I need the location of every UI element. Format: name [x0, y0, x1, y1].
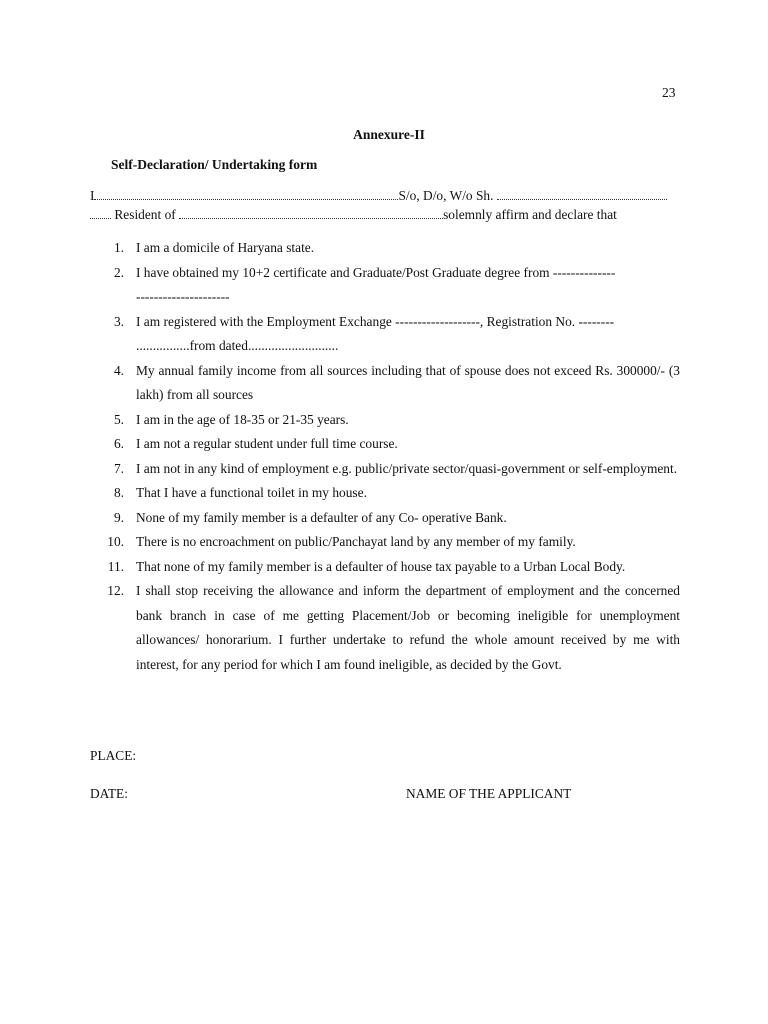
- item-number: 5.: [113, 411, 124, 427]
- declaration-prefix: I: [90, 188, 95, 203]
- item-text: That none of my family member is a defaulter of house tax payable to a Urban Local Body.: [136, 558, 626, 574]
- resident-label: Resident of: [114, 207, 176, 222]
- item-number: 10.: [107, 534, 124, 549]
- annex-title: Annexure-II: [353, 127, 425, 142]
- item-text: I am registered with the Employment Exchange -------------------, Registration No. --------: [136, 313, 615, 329]
- declaration-list: [90, 236, 680, 677]
- item-text: I shall stop receiving the allowance and inform the department of employment and the concerned bank branch in case of me getting Placement/Job or becoming ineligible for unemployment allowances/ honorarium. I further undertake to refund the whole amount received by me with interest, for any period for which I am found ineligible, as decided by the Govt.: [136, 583, 680, 672]
- item-text: I am in the age of 18-35 or 21-35 years.: [136, 411, 349, 427]
- item-number: 4.: [113, 362, 124, 378]
- list-item: [90, 530, 680, 555]
- form-title: Self-Declaration/ Undertaking form: [111, 157, 318, 172]
- residence-blank: [179, 207, 443, 219]
- list-item: [90, 506, 680, 531]
- item-number: 6.: [113, 436, 124, 451]
- list-item: [90, 481, 680, 506]
- item-number: 3.: [113, 313, 124, 329]
- date-label: DATE:: [90, 786, 128, 801]
- declaration-line-2: [90, 207, 680, 223]
- item-text: I am a domicile of Haryana state.: [136, 240, 315, 255]
- declaration-line-1: [90, 188, 680, 204]
- list-item: [90, 555, 680, 580]
- item-text: I am not a regular student under full time course.: [136, 436, 398, 451]
- item-number: 11.: [107, 558, 124, 574]
- list-item: [90, 359, 680, 408]
- date-blank: ...........................: [247, 338, 339, 353]
- item-number: 8.: [113, 485, 124, 500]
- item-number: 1.: [113, 240, 124, 255]
- item-text-continued: ---------------------: [136, 289, 230, 304]
- list-item: [90, 310, 680, 359]
- item-number: 9.: [113, 509, 124, 525]
- list-item: [90, 261, 680, 310]
- item-text: I am not in any kind of employment e.g. public/private sector/quasi-government or self-employment.: [136, 460, 678, 476]
- item-text-continued: [136, 334, 680, 359]
- name-blank: [94, 188, 398, 200]
- item-text: There is no encroachment on public/Panchayat land by any member of my family.: [136, 534, 576, 549]
- item-number: 2.: [113, 264, 124, 280]
- list-item: [90, 432, 680, 457]
- item-text: That I have a functional toilet in my house.: [136, 485, 367, 500]
- page-number: 23: [662, 85, 676, 100]
- relation-label: S/o, D/o, W/o Sh.: [398, 188, 494, 203]
- list-item: [90, 579, 680, 677]
- item-number: 12.: [107, 583, 124, 598]
- item-text: I have obtained my 10+2 certificate and Graduate/Post Graduate degree from --------------: [136, 264, 616, 280]
- list-item: [90, 236, 680, 261]
- applicant-name-label: NAME OF THE APPLICANT: [406, 786, 572, 801]
- list-item: [90, 457, 680, 482]
- registration-blank: ................: [136, 338, 190, 353]
- father-name-blank: [497, 188, 667, 200]
- item-number: 7.: [113, 460, 124, 476]
- place-label: PLACE:: [90, 748, 137, 763]
- from-dated-label: from dated: [189, 338, 248, 353]
- list-item: [90, 408, 680, 433]
- item-text: None of my family member is a defaulter of any Co- operative Bank.: [136, 509, 507, 525]
- father-name-blank-cont: [90, 207, 111, 219]
- item-text: My annual family income from all sources including that of spouse does not exceed Rs. 300000/- (3 lakh) from all sources: [136, 362, 680, 402]
- affirm-label: solemnly affirm and declare that: [443, 207, 617, 222]
